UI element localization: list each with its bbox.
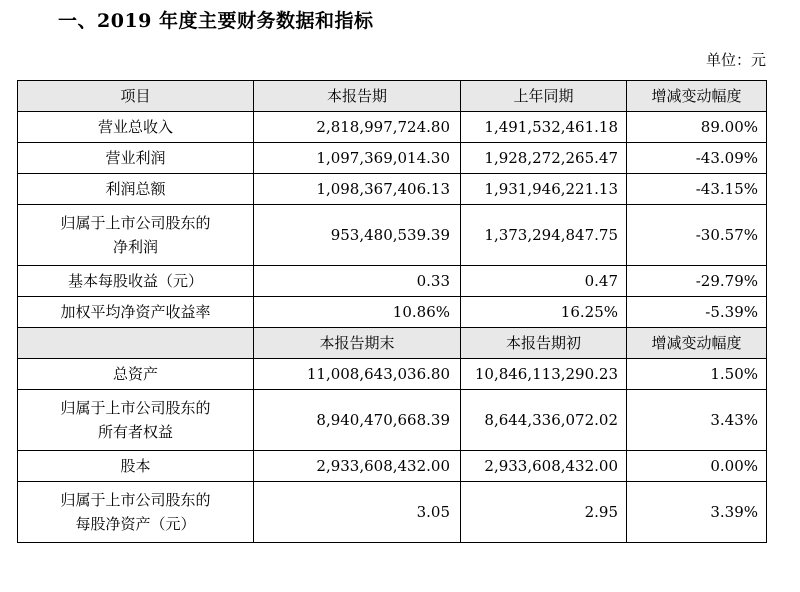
prior-period-value: 1,928,272,265.47 bbox=[461, 143, 627, 174]
header-cell: 本报告期末 bbox=[254, 328, 461, 359]
row-label-line: 每股净资产（元） bbox=[75, 515, 196, 533]
row-label-line: 股本 bbox=[120, 457, 151, 475]
header-cell bbox=[18, 328, 254, 359]
prior-period-value: 1,373,294,847.75 bbox=[461, 205, 627, 266]
header-cell: 上年同期 bbox=[461, 81, 627, 112]
row-label bbox=[18, 143, 254, 174]
prior-period-value: 2,933,608,432.00 bbox=[461, 451, 627, 482]
prior-period-value: 0.47 bbox=[461, 266, 627, 297]
row-label-line: 加权平均净资产收益率 bbox=[60, 303, 211, 321]
table-row bbox=[18, 451, 767, 482]
row-label-line: 基本每股收益（元） bbox=[67, 272, 203, 290]
table-row bbox=[18, 112, 767, 143]
current-period-value: 10.86% bbox=[254, 297, 461, 328]
row-label bbox=[18, 266, 254, 297]
current-period-value: 1,097,369,014.30 bbox=[254, 143, 461, 174]
row-label bbox=[18, 174, 254, 205]
table-row bbox=[18, 359, 767, 390]
change-percent: -5.39% bbox=[627, 297, 767, 328]
row-label bbox=[18, 297, 254, 328]
unit-label: 单位：元 bbox=[705, 51, 766, 69]
table-row bbox=[18, 205, 767, 266]
current-period-value: 1,098,367,406.13 bbox=[254, 174, 461, 205]
change-percent: 0.00% bbox=[627, 451, 767, 482]
change-percent: 3.39% bbox=[627, 482, 767, 543]
current-period-value: 953,480,539.39 bbox=[254, 205, 461, 266]
row-label-line: 利润总额 bbox=[105, 180, 166, 198]
row-label-line: 归属于上市公司股东的 bbox=[60, 214, 211, 232]
row-label bbox=[18, 112, 254, 143]
current-period-value: 11,008,643,036.80 bbox=[254, 359, 461, 390]
prior-period-value: 1,931,946,221.13 bbox=[461, 174, 627, 205]
header-cell: 本报告期 bbox=[254, 81, 461, 112]
row-label-line: 总资产 bbox=[112, 365, 158, 383]
prior-period-value: 16.25% bbox=[461, 297, 627, 328]
table-header-row bbox=[18, 81, 767, 112]
change-percent: 1.50% bbox=[627, 359, 767, 390]
row-label-line: 所有者权益 bbox=[97, 423, 173, 441]
table-row bbox=[18, 174, 767, 205]
change-percent: -43.09% bbox=[627, 143, 767, 174]
change-percent: -43.15% bbox=[627, 174, 767, 205]
prior-period-value: 1,491,532,461.18 bbox=[461, 112, 627, 143]
row-label bbox=[18, 390, 254, 451]
header-cell: 增减变动幅度 bbox=[627, 328, 767, 359]
row-label-line: 净利润 bbox=[112, 238, 158, 256]
row-label bbox=[18, 482, 254, 543]
table-row bbox=[18, 266, 767, 297]
change-percent: -29.79% bbox=[627, 266, 767, 297]
current-period-value: 0.33 bbox=[254, 266, 461, 297]
row-label-line: 营业总收入 bbox=[97, 118, 173, 136]
current-period-value: 3.05 bbox=[254, 482, 461, 543]
section-title: 一、2019 年度主要财务数据和指标 bbox=[58, 10, 374, 32]
current-period-value: 2,818,997,724.80 bbox=[254, 112, 461, 143]
prior-period-value: 2.95 bbox=[461, 482, 627, 543]
row-label-line: 归属于上市公司股东的 bbox=[60, 399, 211, 417]
row-label-line: 归属于上市公司股东的 bbox=[60, 491, 211, 509]
header-cell: 增减变动幅度 bbox=[627, 81, 767, 112]
table-row bbox=[18, 482, 767, 543]
current-period-value: 2,933,608,432.00 bbox=[254, 451, 461, 482]
change-percent: 3.43% bbox=[627, 390, 767, 451]
header-cell: 本报告期初 bbox=[461, 328, 627, 359]
financial-data-table bbox=[17, 80, 767, 543]
header-cell: 项目 bbox=[18, 81, 254, 112]
row-label-line: 营业利润 bbox=[105, 149, 166, 167]
change-percent: 89.00% bbox=[627, 112, 767, 143]
table-row bbox=[18, 390, 767, 451]
change-percent: -30.57% bbox=[627, 205, 767, 266]
row-label bbox=[18, 451, 254, 482]
current-period-value: 8,940,470,668.39 bbox=[254, 390, 461, 451]
table-row bbox=[18, 297, 767, 328]
prior-period-value: 8,644,336,072.02 bbox=[461, 390, 627, 451]
table-row bbox=[18, 143, 767, 174]
row-label bbox=[18, 359, 254, 390]
prior-period-value: 10,846,113,290.23 bbox=[461, 359, 627, 390]
row-label bbox=[18, 205, 254, 266]
table-subheader-row bbox=[18, 328, 767, 359]
